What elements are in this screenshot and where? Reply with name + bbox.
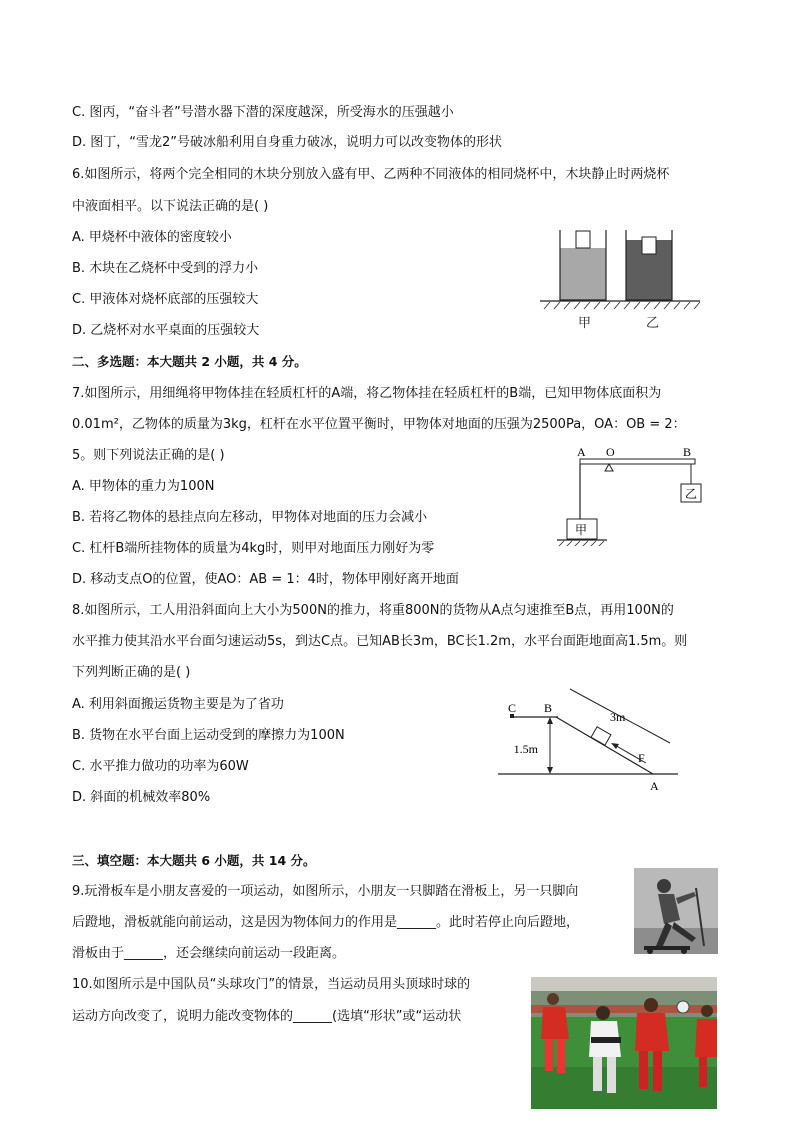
- question-8-text: 8.如图所示，工人用沿斜面向上大小为500N的推力，将重800N的货物从A点匀速推至B点，再用100N的: [72, 603, 674, 618]
- q7-option-a: A. 甲物体的重力为100N: [72, 479, 215, 494]
- incline-label-b: B: [544, 701, 553, 715]
- question-7-text: 7.如图所示，用细绳将甲物体挂在轻质杠杆的A端，将乙物体挂在轻质杠杆的B端，已知甲物体底面积为: [72, 386, 662, 401]
- question-6-text: 6.如图所示，将两个完全相同的木块分别放入盛有甲、乙两种不同液体的相同烧杯中，木块静止时两烧杯: [72, 167, 670, 182]
- q6-option-b: B. 木块在乙烧杯中受到的浮力小: [72, 261, 259, 276]
- question-10-text-2: 运动方向改变了，说明力能改变物体的______(选填“形状”或“运动状: [72, 1009, 462, 1024]
- incline-force-label: F: [638, 751, 645, 765]
- incline-figure: [498, 685, 688, 797]
- section-fill-blank: 三、填空题：本大题共 6 小题，共 14 分。: [72, 853, 316, 868]
- q8-option-a: A. 利用斜面搬运货物主要是为了省功: [72, 697, 284, 712]
- incline-length-label: 3m: [610, 710, 626, 724]
- incline-label-a: A: [650, 779, 659, 793]
- question-7-text-3: 5。则下列说法正确的是( ): [72, 448, 225, 463]
- soccer-photo: [531, 977, 717, 1109]
- lever-figure: [555, 444, 715, 549]
- lever-block-yi: 乙: [685, 487, 698, 501]
- incline-height-label: 1.5m: [513, 742, 538, 756]
- beakers-figure: [540, 225, 715, 335]
- incline-label-c: C: [508, 701, 517, 715]
- beaker-label-jia: 甲: [578, 316, 592, 331]
- question-6-text-2: 中液面相平。以下说法正确的是( ): [72, 199, 269, 214]
- q7-option-d: D. 移动支点O的位置，使AO：AB = 1：4时，物体甲刚好离开地面: [72, 572, 459, 587]
- section-multi-choice: 二、多选题：本大题共 2 小题，共 4 分。: [72, 354, 307, 369]
- option-6c-prev: C. 图丙，“奋斗者”号潜水器下潜的深度越深，所受海水的压强越小: [72, 105, 454, 120]
- question-9-text-2: 后蹬地，滑板就能向前运动，这是因为物体间力的作用是______。此时若停止向后蹬地，: [72, 915, 580, 930]
- q6-option-c: C. 甲液体对烧杯底部的压强较大: [72, 292, 259, 307]
- lever-block-jia: 甲: [575, 523, 588, 537]
- q8-option-c: C. 水平推力做功的功率为60W: [72, 759, 249, 774]
- question-10-text: 10.如图所示是中国队员“头球攻门”的情景，当运动员用头顶球时球的: [72, 977, 471, 992]
- q8-option-d: D. 斜面的机械效率80%: [72, 790, 211, 805]
- q7-option-b: B. 若将乙物体的悬挂点向左移动，甲物体对地面的压力会减小: [72, 510, 428, 525]
- skateboard-photo: [634, 868, 718, 954]
- q6-option-d: D. 乙烧杯对水平桌面的压强较大: [72, 323, 260, 338]
- question-9-text-3: 滑板由于______，还会继续向前运动一段距离。: [72, 946, 346, 961]
- option-6d-prev: D. 图丁，“雪龙2”号破冰船利用自身重力破冰，说明力可以改变物体的形状: [72, 135, 503, 150]
- q6-option-a: A. 甲烧杯中液体的密度较小: [72, 230, 232, 245]
- question-8-text-2: 水平推力使其沿水平台面匀速运动5s，到达C点。已知AB长3m，BC长1.2m，水平台面距地面高1.5m。则: [72, 634, 688, 649]
- question-7-text-2: 0.01m²，乙物体的质量为3kg，杠杆在水平位置平衡时，甲物体对地面的压强为2500Pa，OA：OB = 2：: [72, 417, 686, 432]
- beaker-label-yi: 乙: [646, 316, 660, 331]
- question-9-text: 9.玩滑板车是小朋友喜爱的一项运动，如图所示，小朋友一只脚踏在滑板上，另一只脚向: [72, 884, 579, 899]
- lever-label-b: B: [683, 445, 692, 459]
- lever-label-a: A: [577, 445, 586, 459]
- lever-label-o: O: [606, 445, 615, 459]
- question-8-text-3: 下列判断正确的是( ): [72, 665, 191, 680]
- q8-option-b: B. 货物在水平台面上运动受到的摩擦力为100N: [72, 728, 345, 743]
- q7-option-c: C. 杠杆B端所挂物体的质量为4kg时，则甲对地面压力刚好为零: [72, 541, 435, 556]
